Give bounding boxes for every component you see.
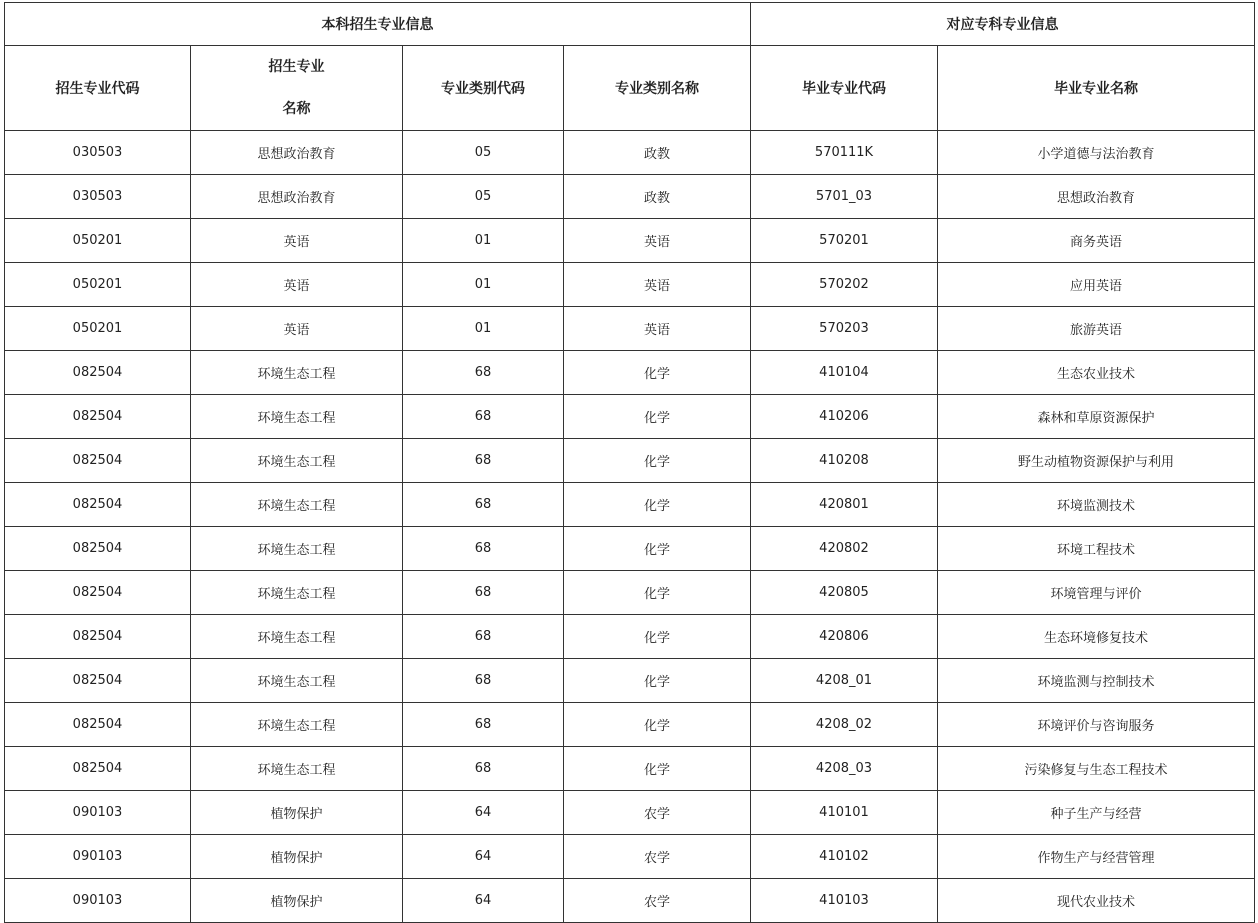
table-row bbox=[5, 483, 1255, 527]
table-row bbox=[5, 571, 1255, 615]
cell-graduate-major-code: 410102 bbox=[751, 835, 938, 879]
cell-enroll-major-name: 环境生态工程 bbox=[191, 703, 403, 747]
major-mapping-table bbox=[4, 2, 1255, 923]
cell-enroll-major-code: 082504 bbox=[5, 571, 191, 615]
cell-enroll-major-name: 英语 bbox=[191, 263, 403, 307]
table-row bbox=[5, 395, 1255, 439]
table-row bbox=[5, 219, 1255, 263]
cell-enroll-major-name: 环境生态工程 bbox=[191, 615, 403, 659]
table-row bbox=[5, 703, 1255, 747]
group-header-row bbox=[5, 3, 1255, 46]
cell-graduate-major-code: 410206 bbox=[751, 395, 938, 439]
cell-category-name: 化学 bbox=[564, 615, 751, 659]
group-header-undergraduate: 本科招生专业信息 bbox=[5, 3, 751, 46]
cell-enroll-major-name: 英语 bbox=[191, 219, 403, 263]
cell-enroll-major-name: 环境生态工程 bbox=[191, 571, 403, 615]
table-row bbox=[5, 263, 1255, 307]
cell-enroll-major-code: 082504 bbox=[5, 703, 191, 747]
cell-enroll-major-code: 082504 bbox=[5, 351, 191, 395]
table-row bbox=[5, 615, 1255, 659]
cell-category-name: 英语 bbox=[564, 219, 751, 263]
cell-graduate-major-name: 商务英语 bbox=[938, 219, 1255, 263]
header-enroll-major-name bbox=[191, 46, 403, 131]
header-graduate-major-name: 毕业专业名称 bbox=[938, 46, 1255, 131]
cell-category-name: 化学 bbox=[564, 703, 751, 747]
cell-category-code: 64 bbox=[403, 791, 564, 835]
cell-enroll-major-code: 030503 bbox=[5, 131, 191, 175]
cell-enroll-major-code: 050201 bbox=[5, 263, 191, 307]
table-row bbox=[5, 879, 1255, 923]
cell-enroll-major-name: 植物保护 bbox=[191, 835, 403, 879]
cell-category-name: 化学 bbox=[564, 659, 751, 703]
cell-enroll-major-name: 环境生态工程 bbox=[191, 395, 403, 439]
cell-category-code: 01 bbox=[403, 263, 564, 307]
cell-graduate-major-code: 410103 bbox=[751, 879, 938, 923]
cell-category-code: 68 bbox=[403, 439, 564, 483]
table-row bbox=[5, 439, 1255, 483]
cell-enroll-major-code: 082504 bbox=[5, 615, 191, 659]
cell-category-code: 68 bbox=[403, 395, 564, 439]
table-row bbox=[5, 307, 1255, 351]
cell-graduate-major-code: 410104 bbox=[751, 351, 938, 395]
cell-graduate-major-name: 应用英语 bbox=[938, 263, 1255, 307]
cell-category-code: 05 bbox=[403, 131, 564, 175]
cell-graduate-major-code: 5701_03 bbox=[751, 175, 938, 219]
table-row bbox=[5, 747, 1255, 791]
cell-graduate-major-code: 410101 bbox=[751, 791, 938, 835]
cell-category-name: 化学 bbox=[564, 483, 751, 527]
column-header-row bbox=[5, 46, 1255, 131]
cell-enroll-major-code: 082504 bbox=[5, 483, 191, 527]
cell-category-code: 68 bbox=[403, 527, 564, 571]
cell-enroll-major-code: 082504 bbox=[5, 439, 191, 483]
cell-graduate-major-code: 420801 bbox=[751, 483, 938, 527]
cell-category-code: 68 bbox=[403, 615, 564, 659]
cell-enroll-major-code: 050201 bbox=[5, 307, 191, 351]
cell-category-code: 64 bbox=[403, 879, 564, 923]
cell-enroll-major-name: 思想政治教育 bbox=[191, 175, 403, 219]
cell-category-name: 英语 bbox=[564, 263, 751, 307]
cell-graduate-major-name: 作物生产与经营管理 bbox=[938, 835, 1255, 879]
cell-graduate-major-name: 环境监测与控制技术 bbox=[938, 659, 1255, 703]
cell-graduate-major-name: 思想政治教育 bbox=[938, 175, 1255, 219]
cell-category-code: 64 bbox=[403, 835, 564, 879]
cell-category-name: 政教 bbox=[564, 175, 751, 219]
table-body bbox=[5, 131, 1255, 923]
cell-graduate-major-name: 环境评价与咨询服务 bbox=[938, 703, 1255, 747]
table-row bbox=[5, 351, 1255, 395]
cell-category-name: 化学 bbox=[564, 395, 751, 439]
cell-category-name: 化学 bbox=[564, 571, 751, 615]
header-enroll-major-code: 招生专业代码 bbox=[5, 46, 191, 131]
cell-enroll-major-name: 植物保护 bbox=[191, 791, 403, 835]
cell-graduate-major-name: 环境监测技术 bbox=[938, 483, 1255, 527]
table-row bbox=[5, 835, 1255, 879]
cell-graduate-major-name: 环境工程技术 bbox=[938, 527, 1255, 571]
cell-category-code: 68 bbox=[403, 351, 564, 395]
cell-enroll-major-name: 环境生态工程 bbox=[191, 439, 403, 483]
cell-graduate-major-code: 410208 bbox=[751, 439, 938, 483]
cell-graduate-major-name: 生态环境修复技术 bbox=[938, 615, 1255, 659]
cell-enroll-major-code: 082504 bbox=[5, 659, 191, 703]
table-row bbox=[5, 175, 1255, 219]
cell-enroll-major-code: 090103 bbox=[5, 791, 191, 835]
cell-category-name: 化学 bbox=[564, 439, 751, 483]
table-row bbox=[5, 659, 1255, 703]
cell-graduate-major-code: 420802 bbox=[751, 527, 938, 571]
cell-enroll-major-name: 环境生态工程 bbox=[191, 527, 403, 571]
table-row bbox=[5, 131, 1255, 175]
cell-graduate-major-code: 420806 bbox=[751, 615, 938, 659]
cell-enroll-major-name: 环境生态工程 bbox=[191, 483, 403, 527]
cell-graduate-major-code: 570111K bbox=[751, 131, 938, 175]
cell-graduate-major-code: 4208_03 bbox=[751, 747, 938, 791]
header-enroll-major-name-line1: 招生专业 bbox=[268, 59, 325, 75]
cell-category-name: 农学 bbox=[564, 791, 751, 835]
cell-category-code: 68 bbox=[403, 659, 564, 703]
cell-enroll-major-name: 英语 bbox=[191, 307, 403, 351]
cell-graduate-major-name: 种子生产与经营 bbox=[938, 791, 1255, 835]
cell-graduate-major-name: 旅游英语 bbox=[938, 307, 1255, 351]
cell-graduate-major-name: 环境管理与评价 bbox=[938, 571, 1255, 615]
cell-category-name: 农学 bbox=[564, 879, 751, 923]
cell-graduate-major-code: 570202 bbox=[751, 263, 938, 307]
cell-category-code: 68 bbox=[403, 483, 564, 527]
cell-category-code: 68 bbox=[403, 571, 564, 615]
cell-category-name: 化学 bbox=[564, 747, 751, 791]
cell-enroll-major-code: 090103 bbox=[5, 835, 191, 879]
cell-enroll-major-code: 082504 bbox=[5, 395, 191, 439]
cell-graduate-major-name: 野生动植物资源保护与利用 bbox=[938, 439, 1255, 483]
cell-graduate-major-name: 污染修复与生态工程技术 bbox=[938, 747, 1255, 791]
cell-graduate-major-name: 现代农业技术 bbox=[938, 879, 1255, 923]
cell-category-name: 化学 bbox=[564, 527, 751, 571]
header-category-name: 专业类别名称 bbox=[564, 46, 751, 131]
cell-enroll-major-name: 环境生态工程 bbox=[191, 659, 403, 703]
table-row bbox=[5, 527, 1255, 571]
cell-enroll-major-code: 082504 bbox=[5, 747, 191, 791]
cell-graduate-major-name: 森林和草原资源保护 bbox=[938, 395, 1255, 439]
cell-enroll-major-name: 植物保护 bbox=[191, 879, 403, 923]
cell-graduate-major-name: 生态农业技术 bbox=[938, 351, 1255, 395]
cell-category-code: 05 bbox=[403, 175, 564, 219]
cell-enroll-major-code: 030503 bbox=[5, 175, 191, 219]
cell-category-code: 01 bbox=[403, 219, 564, 263]
cell-category-name: 化学 bbox=[564, 351, 751, 395]
cell-graduate-major-code: 570203 bbox=[751, 307, 938, 351]
cell-graduate-major-code: 4208_01 bbox=[751, 659, 938, 703]
header-enroll-major-name-line2: 名称 bbox=[282, 101, 311, 117]
header-category-code: 专业类别代码 bbox=[403, 46, 564, 131]
cell-category-code: 68 bbox=[403, 703, 564, 747]
header-graduate-major-code: 毕业专业代码 bbox=[751, 46, 938, 131]
cell-enroll-major-name: 环境生态工程 bbox=[191, 351, 403, 395]
cell-enroll-major-code: 090103 bbox=[5, 879, 191, 923]
group-header-junior-college: 对应专科专业信息 bbox=[751, 3, 1255, 46]
cell-enroll-major-name: 思想政治教育 bbox=[191, 131, 403, 175]
cell-enroll-major-name: 环境生态工程 bbox=[191, 747, 403, 791]
cell-category-name: 农学 bbox=[564, 835, 751, 879]
cell-graduate-major-code: 420805 bbox=[751, 571, 938, 615]
table-row bbox=[5, 791, 1255, 835]
cell-enroll-major-code: 082504 bbox=[5, 527, 191, 571]
cell-graduate-major-code: 4208_02 bbox=[751, 703, 938, 747]
cell-category-code: 68 bbox=[403, 747, 564, 791]
cell-enroll-major-code: 050201 bbox=[5, 219, 191, 263]
cell-category-code: 01 bbox=[403, 307, 564, 351]
cell-category-name: 英语 bbox=[564, 307, 751, 351]
cell-graduate-major-name: 小学道德与法治教育 bbox=[938, 131, 1255, 175]
cell-category-name: 政教 bbox=[564, 131, 751, 175]
cell-graduate-major-code: 570201 bbox=[751, 219, 938, 263]
